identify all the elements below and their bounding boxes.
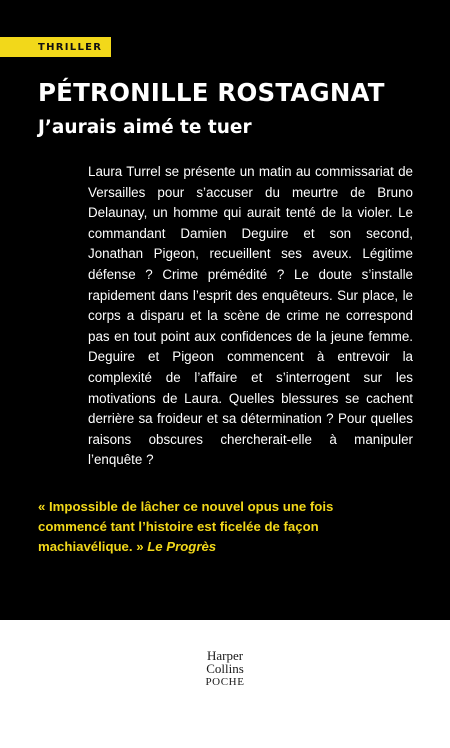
- quote-text: « Impossible de lâcher ce nouvel opus une fois commencé tant l’histoire est ficelée de façon machiavélique. »: [38, 499, 334, 554]
- synopsis: Laura Turrel se présente un matin au commissariat de Versailles pour s’accuser du meurtre de Bruno Delaunay, un homme qui aurait tenté de la violer. Le commandant Damien Deguire et son second, Jonathan Pigeon, recueillent ses aveux. Légitime défense ? Crime prémédité ? Le doute s’installe rapidement dans l’esprit des enquêteurs. Sur place, le corps a disparu et la scène de crime ne correspond pas en tout point aux confidences de la jeune femme. Deguire et Pigeon commencent à entrevoir la complexité de l’affaire et s’interrogent sur les motivations de Laura. Quelles blessures se cachent derrière sa froideur et sa détermination ? Pour quelles raisons obscures chercherait-elle à manipuler l’enquête ?: [88, 164, 413, 468]
- book-title: J’aurais aimé te tuer: [38, 117, 252, 138]
- publisher-logo: [190, 650, 260, 689]
- press-quote: [38, 497, 378, 557]
- genre-label: THRILLER: [38, 41, 103, 53]
- publisher-logo-line-3: POCHE: [205, 676, 245, 688]
- genre-band: [0, 37, 111, 57]
- quote-source: Le Progrès: [147, 539, 217, 554]
- publisher-logo-line-1: Harper: [206, 648, 244, 663]
- publisher-logo-line-2: Collins: [206, 660, 244, 676]
- author-name: PÉTRONILLE ROSTAGNAT: [38, 78, 385, 107]
